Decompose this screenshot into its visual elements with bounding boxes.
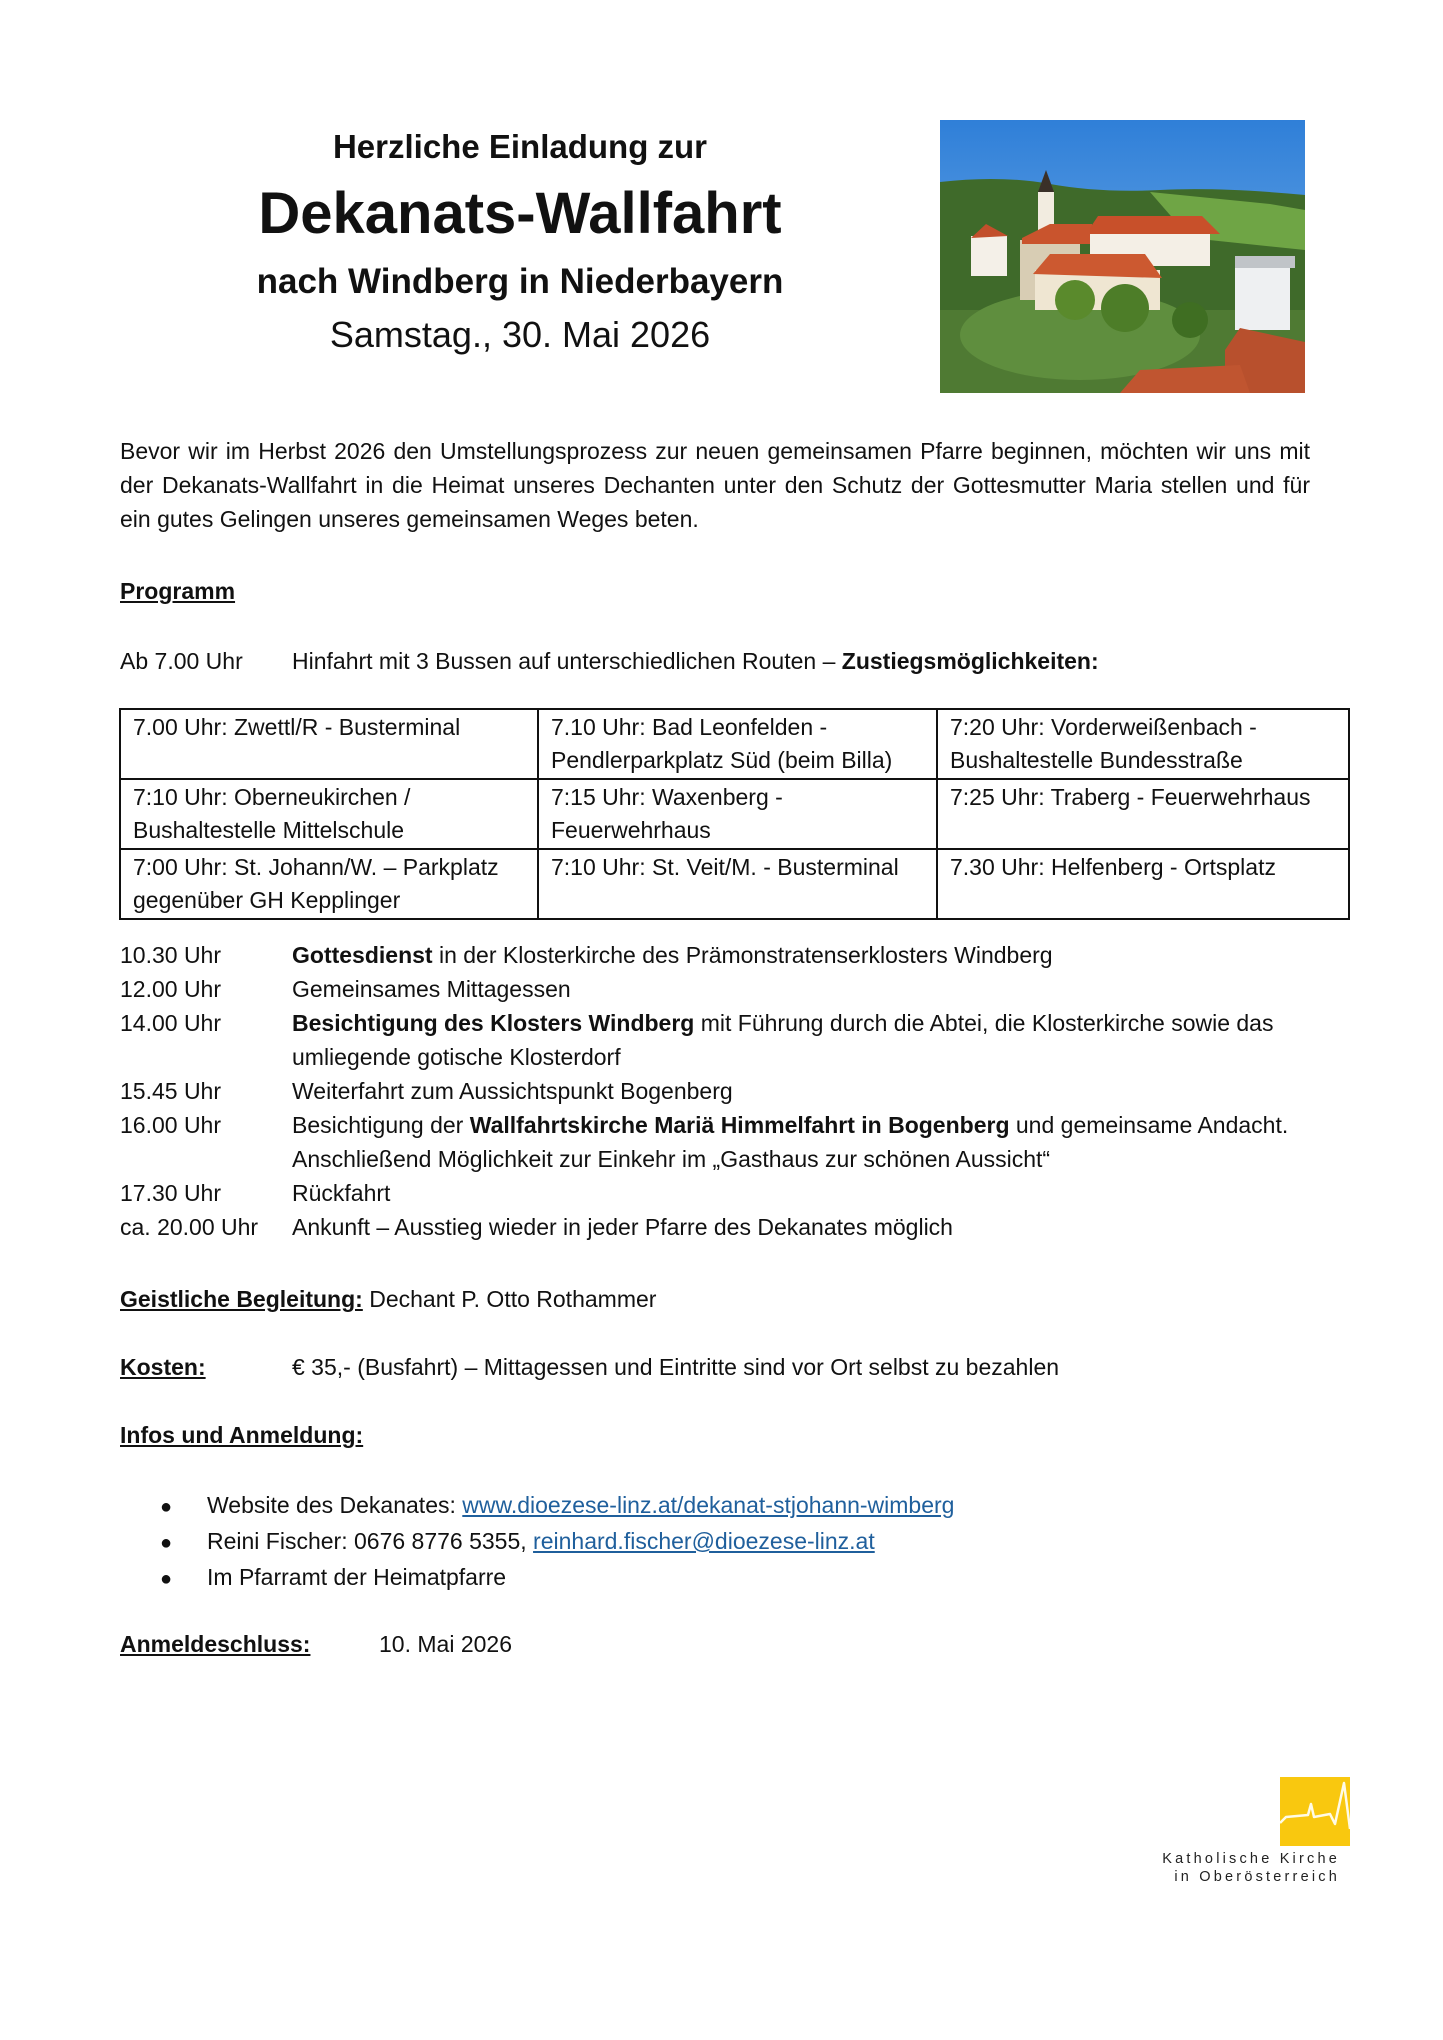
table-row: [120, 709, 1349, 779]
desc-text: und gemeinsame Andacht. Anschließend Möglichkeit zur Einkehr im „Gasthaus zur schönen Aussicht“: [292, 1112, 1289, 1172]
desc-text: Besichtigung der: [292, 1112, 470, 1138]
item-text: Website des Dekanates:: [207, 1492, 463, 1518]
subtitle: nach Windberg in Niederbayern: [256, 262, 784, 301]
spiritual-guide-value: Dechant P. Otto Rothammer: [362, 1286, 657, 1312]
bullet-icon: ●: [160, 1568, 173, 1590]
stop-cell: 7.30 Uhr: Helfenberg - Ortsplatz: [937, 849, 1349, 919]
event-date: Samstag., 30. Mai 2026: [329, 314, 711, 355]
table-row: [120, 779, 1349, 849]
stop-cell: 7.00 Uhr: Zwettl/R - Busterminal: [120, 709, 538, 779]
item-text: Im Pfarramt der Heimatpfarre: [207, 1564, 507, 1590]
logo-line-1: Katholische Kirche: [1162, 1851, 1340, 1867]
schedule-desc: [292, 972, 1350, 1006]
monastery-photo: [940, 120, 1305, 393]
list-item: [160, 1524, 954, 1560]
website-link[interactable]: www.dioezese-linz.at/dekanat-stjohann-wimberg: [462, 1492, 955, 1518]
schedule-time: 10.30 Uhr: [120, 942, 222, 968]
desc-text: in der Klosterkirche des Prämonstratenserklosters Windberg: [432, 942, 1053, 968]
stop-cell: 7:10 Uhr: St. Veit/M. - Busterminal: [538, 849, 937, 919]
schedule-item: [120, 1108, 1350, 1176]
email-link[interactable]: reinhard.fischer@dioezese-linz.at: [533, 1528, 875, 1554]
table-row: [120, 849, 1349, 919]
costs: [120, 1350, 1059, 1384]
boarding-options-label: Zustiegsmöglichkeiten:: [841, 648, 1099, 674]
schedule-time: 16.00 Uhr: [120, 1112, 222, 1138]
schedule-item: [120, 972, 1350, 1006]
schedule-time: 15.45 Uhr: [120, 1078, 222, 1104]
spiritual-guide-label: Geistliche Begleitung:: [120, 1286, 363, 1312]
desc-text: Weiterfahrt zum Aussichtspunkt Bogenberg: [292, 1078, 733, 1104]
schedule-time: ca. 20.00 Uhr: [120, 1214, 259, 1240]
schedule-desc: [292, 1006, 1350, 1074]
bullet-icon: ●: [160, 1532, 173, 1554]
spiritual-guide: [120, 1282, 656, 1316]
schedule-item: [120, 938, 1350, 972]
desc-bold: Besichtigung des Klosters Windberg: [292, 1010, 695, 1036]
desc-text: Ankunft – Ausstieg wieder in jeder Pfarre des Dekanates möglich: [292, 1214, 953, 1240]
item-text: Reini Fischer: 0676 8776 5355,: [207, 1528, 534, 1554]
boarding-stops-table: [119, 708, 1350, 920]
desc-bold: Wallfahrtskirche Mariä Himmelfahrt in Bogenberg: [469, 1112, 1010, 1138]
stop-cell: 7.10 Uhr: Bad Leonfelden - Pendlerparkplatz Süd (beim Billa): [538, 709, 937, 779]
schedule-time: 14.00 Uhr: [120, 1010, 222, 1036]
desc-text: Rückfahrt: [292, 1180, 391, 1206]
desc-text: Gemeinsames Mittagessen: [292, 976, 571, 1002]
stop-cell: 7:20 Uhr: Vorderweißenbach - Bushaltestelle Bundesstraße: [937, 709, 1349, 779]
stop-cell: 7:15 Uhr: Waxenberg - Feuerwehrhaus: [538, 779, 937, 849]
schedule-item: [120, 1074, 1350, 1108]
info-heading: Infos und Anmeldung:: [120, 1422, 364, 1448]
page-title: Dekanats-Wallfahrt: [258, 181, 782, 246]
organization-name: [1078, 1850, 1340, 1886]
intro-paragraph: Bevor wir im Herbst 2026 den Umstellungsprozess zur neuen gemeinsamen Pfarre beginnen, möchten wir uns mit der Dekanats-Wallfahrt in die Heimat unseres Dechanten unter den Schutz der Gottesmutter Maria stellen und für ein gutes Gelingen unseres gemeinsamen Weges beten.: [120, 438, 1310, 532]
program-heading: Programm: [120, 578, 236, 604]
schedule-item: [120, 1176, 1350, 1210]
list-item: [160, 1488, 954, 1524]
departure-text: Hinfahrt mit 3 Bussen auf unterschiedlichen Routen –: [292, 648, 842, 674]
desc-text: mit Führung durch die Abtei, die Klosterkirche sowie das umliegende gotische Klosterdorf: [292, 1010, 1274, 1070]
schedule-desc: [292, 1210, 1350, 1244]
departure-time: Ab 7.00 Uhr: [120, 648, 243, 674]
schedule-desc: [292, 1074, 1350, 1108]
costs-label: Kosten:: [120, 1354, 206, 1380]
schedule-time: 17.30 Uhr: [120, 1180, 222, 1206]
schedule-list: [120, 938, 1350, 1244]
logo-line-2: in Oberösterreich: [1174, 1869, 1340, 1885]
schedule-desc: [292, 938, 1350, 972]
deadline-value: 10. Mai 2026: [379, 1631, 512, 1657]
schedule-desc: [292, 1108, 1350, 1176]
stop-cell: 7:25 Uhr: Traberg - Feuerwehrhaus: [937, 779, 1349, 849]
schedule-item: [120, 1210, 1350, 1244]
invitation-line: Herzliche Einladung zur: [332, 128, 708, 165]
schedule-item: [120, 1006, 1350, 1074]
registration-deadline: [120, 1627, 512, 1661]
costs-value: € 35,- (Busfahrt) – Mittagessen und Eintritte sind vor Ort selbst zu bezahlen: [292, 1354, 1060, 1380]
church-logo-icon: [1280, 1777, 1350, 1846]
deadline-label: Anmeldeschluss:: [120, 1631, 311, 1657]
departure-line: [120, 644, 1099, 678]
info-list: [160, 1488, 954, 1596]
stop-cell: 7:10 Uhr: Oberneukirchen / Bushaltestelle Mittelschule: [120, 779, 538, 849]
stop-cell: 7:00 Uhr: St. Johann/W. – Parkplatz gegenüber GH Kepplinger: [120, 849, 538, 919]
bullet-icon: ●: [160, 1496, 173, 1518]
list-item: [160, 1560, 954, 1596]
schedule-desc: [292, 1176, 1350, 1210]
schedule-time: 12.00 Uhr: [120, 976, 222, 1002]
desc-bold: Gottesdienst: [292, 942, 433, 968]
